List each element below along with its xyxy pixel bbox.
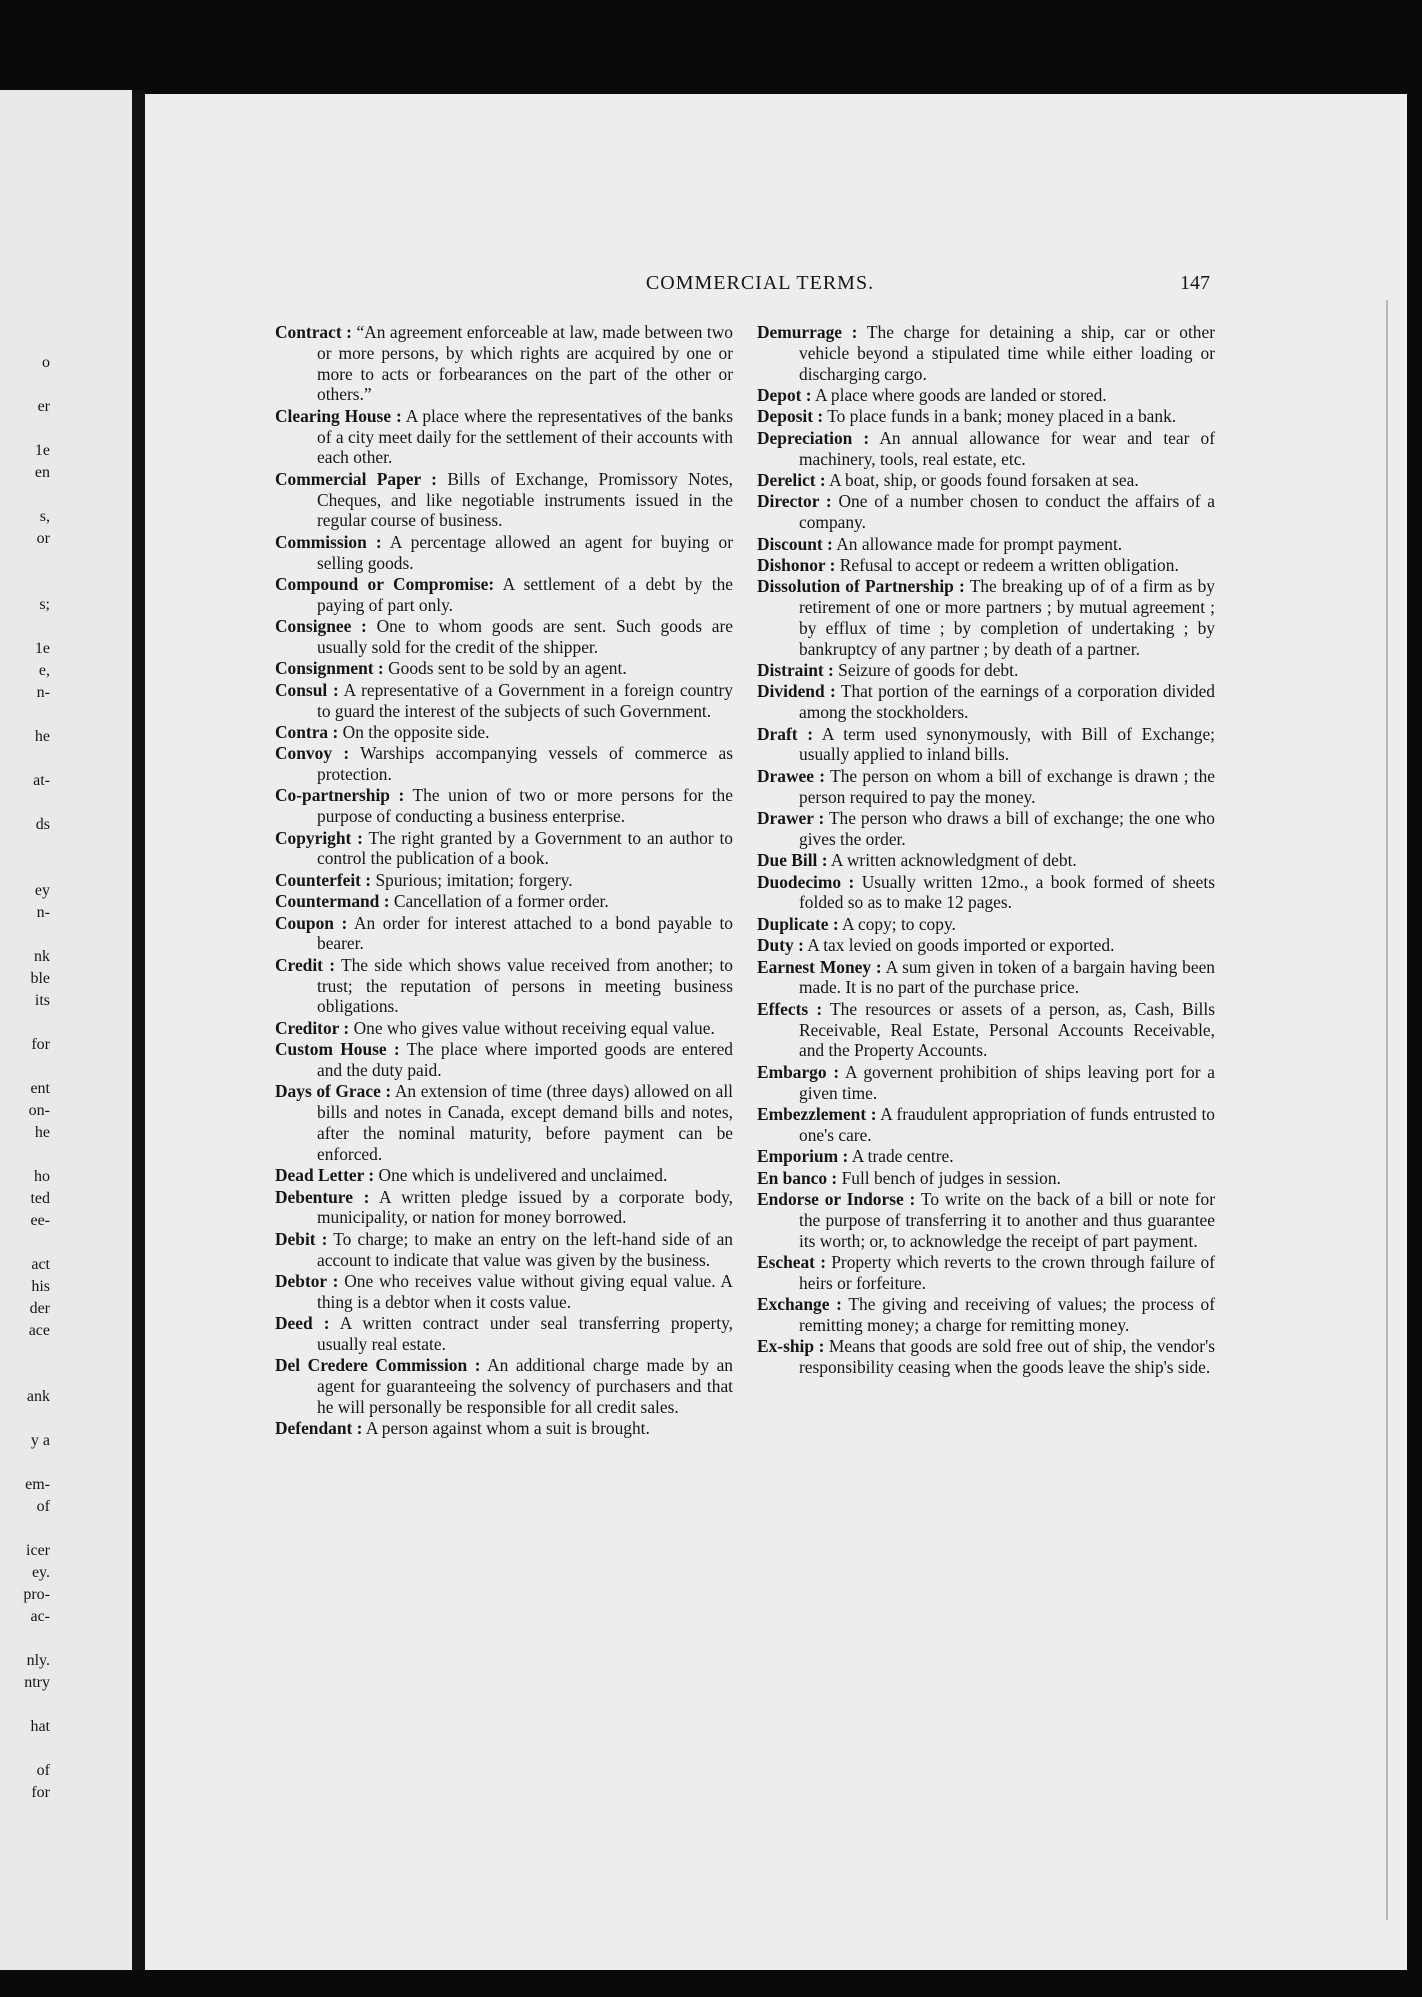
previous-page-text-fragments bbox=[0, 352, 50, 1804]
glossary-entry bbox=[757, 808, 1215, 850]
glossary-definition: The breaking up of of a firm as by retirement of one or more partners ; by mutual agreement ; by efflux of time ; by completion of undertaking ; by bankruptcy of any partner ; by death of a partner. bbox=[799, 576, 1215, 659]
glossary-term: Embezzlement : bbox=[757, 1103, 877, 1124]
glossary-term: En banco : bbox=[757, 1167, 838, 1188]
glossary-entry bbox=[275, 828, 733, 870]
previous-page-fragment: he bbox=[34, 728, 50, 745]
previous-page-fragment bbox=[0, 748, 50, 770]
glossary-term: Debit : bbox=[275, 1228, 328, 1249]
page-edge-shadow bbox=[1386, 300, 1388, 1920]
previous-page-fragment: pro- bbox=[23, 1586, 50, 1603]
glossary-entry bbox=[757, 555, 1215, 576]
previous-page-fragment: of bbox=[36, 1762, 50, 1779]
previous-page-fragment bbox=[0, 1144, 50, 1166]
previous-page-fragment bbox=[0, 1232, 50, 1254]
glossary-entry bbox=[275, 1081, 733, 1164]
glossary-definition: The charge for detaining a ship, car or other vehicle beyond a stipulated time while either loading or discharging cargo. bbox=[799, 322, 1216, 384]
glossary-definition: A written contract under seal transferring property, usually real estate. bbox=[317, 1313, 733, 1354]
previous-page-fragment bbox=[0, 1012, 50, 1034]
glossary-term: Debenture : bbox=[275, 1186, 370, 1207]
previous-page-fragment bbox=[0, 374, 50, 396]
previous-page-fragment: for bbox=[31, 1784, 50, 1801]
previous-page-fragment bbox=[0, 1342, 50, 1364]
glossary-term: Drawer : bbox=[757, 808, 825, 829]
glossary-entry bbox=[275, 891, 733, 912]
glossary-definition: An annual allowance for wear and tear of machinery, tools, real estate, etc. bbox=[799, 427, 1215, 469]
previous-page-fragment: s, bbox=[39, 508, 50, 525]
glossary-entry bbox=[757, 385, 1215, 406]
glossary-term: Compound or Compromise: bbox=[275, 573, 495, 594]
previous-page-fragment: n- bbox=[36, 684, 50, 701]
glossary-entry bbox=[275, 322, 733, 405]
glossary-term: Days of Grace : bbox=[275, 1081, 392, 1102]
glossary-term: Dissolution of Partnership : bbox=[757, 576, 965, 597]
previous-page-fragment bbox=[0, 1738, 50, 1760]
previous-page-fragment: ee- bbox=[30, 1212, 50, 1229]
glossary-term: Coupon : bbox=[275, 912, 348, 933]
glossary-definition: Goods sent to be sold by an agent. bbox=[388, 658, 627, 679]
glossary-term: Emporium : bbox=[757, 1146, 849, 1167]
previous-page-fragment: ank bbox=[26, 1388, 50, 1405]
glossary-definition: Cancellation of a former order. bbox=[393, 891, 609, 912]
glossary-term: Depreciation : bbox=[757, 427, 870, 448]
glossary-definition: The person who draws a bill of exchange; the one who gives the order. bbox=[799, 808, 1215, 849]
glossary-term: Deposit : bbox=[757, 406, 824, 427]
glossary-entry bbox=[275, 743, 733, 785]
previous-page-fragment: ntry bbox=[24, 1674, 50, 1691]
glossary-term: Duty : bbox=[757, 935, 804, 956]
previous-page-fragment: hat bbox=[30, 1718, 50, 1735]
glossary-entry bbox=[757, 406, 1215, 427]
glossary-definition: To charge; to make an entry on the left-hand side of an account to indicate that value was given by the business. bbox=[317, 1228, 733, 1270]
previous-page-fragment: his bbox=[31, 1278, 50, 1295]
previous-page-fragment: ho bbox=[34, 1168, 50, 1185]
glossary-entry bbox=[757, 1104, 1215, 1146]
previous-page-fragment bbox=[0, 1452, 50, 1474]
glossary-entry bbox=[757, 1252, 1215, 1294]
previous-page-fragment bbox=[0, 836, 50, 858]
glossary-term: Convoy : bbox=[275, 743, 350, 764]
glossary-definition: The side which shows value received from another; to trust; the reputation of persons in meeting business obligations. bbox=[317, 954, 733, 1017]
glossary-entry bbox=[757, 681, 1215, 723]
glossary-term: Draft : bbox=[757, 723, 814, 744]
glossary-entry bbox=[275, 1355, 733, 1417]
previous-page-fragment: n- bbox=[36, 904, 50, 921]
book-gutter bbox=[132, 90, 145, 1970]
glossary-term: Endorse or Indorse : bbox=[757, 1188, 916, 1209]
glossary-definition: A representative of a Government in a foreign country to guard the interest of the subjects of such Government. bbox=[317, 679, 733, 721]
glossary-definition: To place funds in a bank; money placed in a bank. bbox=[827, 406, 1177, 427]
glossary-definition: The union of two or more persons for the purpose of conducting a business enterprise. bbox=[317, 785, 733, 827]
glossary-entry bbox=[275, 870, 733, 891]
glossary-entry bbox=[757, 470, 1215, 491]
glossary-definition: A fraudulent appropriation of funds entrusted to one's care. bbox=[799, 1103, 1216, 1145]
glossary-term: Earnest Money : bbox=[757, 956, 882, 977]
previous-page-fragment: em- bbox=[25, 1476, 50, 1493]
previous-page-fragment bbox=[0, 484, 50, 506]
previous-page-fragment: 1e bbox=[34, 442, 50, 459]
previous-page-fragment: ey. bbox=[31, 1564, 50, 1581]
glossary-entry bbox=[757, 1189, 1215, 1251]
glossary-term: Derelict : bbox=[757, 469, 826, 490]
previous-page-fragment: its bbox=[34, 992, 50, 1009]
glossary-term: Consignee : bbox=[275, 616, 367, 637]
glossary-term: Duplicate : bbox=[757, 913, 839, 934]
glossary-entry bbox=[757, 428, 1215, 470]
previous-page-fragment: of bbox=[36, 1498, 50, 1515]
glossary-term: Consignment : bbox=[275, 658, 384, 679]
glossary-term: Ex-ship : bbox=[757, 1336, 825, 1357]
glossary-term: Dead Letter : bbox=[275, 1165, 375, 1186]
previous-page-fragment: er bbox=[37, 398, 50, 415]
glossary-definition: Refusal to accept or redeem a written obligation. bbox=[839, 554, 1179, 575]
glossary-entry bbox=[757, 491, 1215, 533]
glossary-definition: One who receives value without giving equal value. A thing is a debtor when it costs value. bbox=[317, 1270, 733, 1312]
glossary-entry bbox=[275, 469, 733, 531]
glossary-entry bbox=[757, 957, 1215, 999]
previous-page-fragment bbox=[0, 858, 50, 880]
glossary-term: Consul : bbox=[275, 679, 339, 700]
previous-page-edge bbox=[0, 90, 132, 1970]
glossary-entry bbox=[275, 1165, 733, 1186]
glossary-entry bbox=[757, 1146, 1215, 1167]
glossary-term: Defendant : bbox=[275, 1418, 363, 1439]
previous-page-fragment: nk bbox=[34, 948, 50, 965]
glossary-definition: One to whom goods are sent. Such goods are usually sold for the credit of the shipper. bbox=[317, 616, 733, 657]
glossary-entry bbox=[757, 1062, 1215, 1104]
glossary-entry bbox=[275, 1313, 733, 1355]
glossary-definition: One which is undelivered and unclaimed. bbox=[378, 1165, 668, 1186]
glossary-entry bbox=[275, 1418, 733, 1439]
glossary-term: Copyright : bbox=[275, 827, 363, 848]
glossary-entry bbox=[757, 850, 1215, 871]
glossary-term: Clearing House : bbox=[275, 405, 402, 426]
glossary-entry bbox=[757, 999, 1215, 1061]
glossary-definition: An additional charge made by an agent for guaranteeing the solvency of purchasers and that he will personally be responsible for all credit sales. bbox=[317, 1355, 734, 1417]
glossary-term: Counterfeit : bbox=[275, 869, 372, 890]
previous-page-fragment: ds bbox=[35, 816, 50, 833]
glossary-term: Discount : bbox=[757, 533, 833, 554]
glossary-definition: The right granted by a Government to an author to control the publication of a book. bbox=[317, 827, 733, 869]
previous-page-fragment bbox=[0, 1408, 50, 1430]
glossary-definition: An allowance made for prompt payment. bbox=[836, 533, 1123, 554]
glossary-definition: Property which reverts to the crown through failure of heirs or forfeiture. bbox=[799, 1251, 1215, 1293]
previous-page-fragment: act bbox=[31, 1256, 50, 1273]
glossary-term: Effects : bbox=[757, 998, 823, 1019]
glossary-entry bbox=[757, 576, 1215, 659]
previous-page-fragment: o bbox=[42, 354, 50, 371]
glossary-term: Distraint : bbox=[757, 660, 834, 681]
glossary-definition: The place where imported goods are entered and the duty paid. bbox=[317, 1039, 733, 1080]
glossary-term: Embargo : bbox=[757, 1061, 840, 1082]
glossary-definition: On the opposite side. bbox=[342, 721, 490, 742]
glossary-entry bbox=[275, 955, 733, 1017]
glossary-entry bbox=[757, 534, 1215, 555]
glossary-entry bbox=[757, 1336, 1215, 1378]
glossary-definition: A boat, ship, or goods found forsaken at sea. bbox=[829, 469, 1139, 490]
glossary-definition: A written acknowledgment of debt. bbox=[830, 850, 1077, 871]
previous-page-fragment: ace bbox=[28, 1322, 50, 1339]
glossary-entry bbox=[757, 724, 1215, 766]
glossary-definition: “An agreement enforceable at law, made between two or more persons, by which rights are acquired by one or more to acts or forbearances on the part of the other or others.” bbox=[317, 322, 734, 405]
glossary-definition: Means that goods are sold free out of ship, the vendor's responsibility ceasing when the goods leave the ship's side. bbox=[799, 1336, 1215, 1378]
glossary-entry bbox=[275, 1039, 733, 1081]
glossary-definition: The person on whom a bill of exchange is drawn ; the person required to pay the money. bbox=[799, 765, 1215, 807]
page-number: 147 bbox=[1180, 272, 1210, 294]
previous-page-fragment: or bbox=[36, 530, 50, 547]
previous-page-fragment: ent bbox=[30, 1080, 50, 1097]
left-column bbox=[275, 322, 733, 1440]
glossary-definition: A governent prohibition of ships leaving port for a given time. bbox=[799, 1061, 1216, 1103]
glossary-entry bbox=[275, 1018, 733, 1039]
previous-page-fragment bbox=[0, 924, 50, 946]
glossary-term: Dividend : bbox=[757, 681, 836, 702]
glossary-entry bbox=[275, 532, 733, 574]
glossary-entry bbox=[275, 1187, 733, 1229]
right-column bbox=[757, 322, 1215, 1378]
previous-page-fragment bbox=[0, 1694, 50, 1716]
previous-page-fragment: 1e bbox=[34, 640, 50, 657]
glossary-definition: A settlement of a debt by the paying of part only. bbox=[317, 573, 733, 615]
previous-page-fragment: for bbox=[31, 1036, 50, 1053]
glossary-entry bbox=[275, 722, 733, 743]
glossary-definition: A copy; to copy. bbox=[842, 913, 956, 934]
glossary-term: Credit : bbox=[275, 954, 336, 975]
glossary-definition: An extension of time (three days) allowed on all bills and notes in Canada, except demand bills and notes, after the nominal maturity, before payment can be enforced. bbox=[317, 1081, 734, 1164]
glossary-term: Commission : bbox=[275, 531, 382, 552]
glossary-term: Creditor : bbox=[275, 1017, 350, 1038]
glossary-entry bbox=[275, 406, 733, 468]
glossary-term: Depot : bbox=[757, 384, 812, 405]
glossary-entry bbox=[275, 1229, 733, 1271]
glossary-entry bbox=[275, 1271, 733, 1313]
previous-page-fragment bbox=[0, 572, 50, 594]
glossary-term: Debtor : bbox=[275, 1270, 339, 1291]
glossary-entry bbox=[275, 574, 733, 616]
glossary-definition: A person against whom a suit is brought. bbox=[365, 1418, 650, 1439]
previous-page-fragment: icer bbox=[26, 1542, 50, 1559]
previous-page-fragment bbox=[0, 1364, 50, 1386]
previous-page-fragment: ted bbox=[30, 1190, 50, 1207]
previous-page-fragment bbox=[0, 550, 50, 572]
previous-page-fragment bbox=[0, 1518, 50, 1540]
glossary-term: Contra : bbox=[275, 721, 339, 742]
glossary-term: Director : bbox=[757, 491, 832, 512]
previous-page-fragment bbox=[0, 792, 50, 814]
glossary-term: Due Bill : bbox=[757, 850, 828, 871]
glossary-term: Co-partnership : bbox=[275, 785, 405, 806]
previous-page-fragment bbox=[0, 616, 50, 638]
glossary-definition: Usually written 12mo., a book formed of sheets folded so as to make 12 pages. bbox=[799, 871, 1215, 913]
running-head: COMMERCIAL TERMS. bbox=[645, 272, 875, 294]
glossary-definition: A tax levied on goods imported or exported. bbox=[807, 935, 1115, 956]
glossary-definition: One of a number chosen to conduct the affairs of a company. bbox=[799, 491, 1215, 533]
previous-page-fragment bbox=[0, 418, 50, 440]
previous-page-fragment: ey bbox=[34, 882, 50, 899]
glossary-term: Deed : bbox=[275, 1313, 330, 1334]
glossary-definition: A percentage allowed an agent for buying or selling goods. bbox=[317, 531, 733, 573]
glossary-entry bbox=[757, 766, 1215, 808]
glossary-definition: To write on the back of a bill or note for the purpose of transferring it to another and thus guarantee its worth; or, to acknowledge the receipt of part payment. bbox=[799, 1188, 1215, 1251]
glossary-definition: A term used synonymously, with Bill of Exchange; usually applied to inland bills. bbox=[799, 723, 1216, 765]
glossary-definition: A place where goods are landed or stored. bbox=[814, 384, 1107, 405]
previous-page-fragment: he bbox=[34, 1124, 50, 1141]
glossary-term: Contract : bbox=[275, 322, 352, 342]
previous-page-fragment: nly. bbox=[26, 1652, 50, 1669]
glossary-term: Custom House : bbox=[275, 1039, 400, 1060]
glossary-definition: The resources or assets of a person, as, Cash, Bills Receivable, Real Estate, Personal Accounts Receivable, and the Property Accounts. bbox=[799, 998, 1215, 1061]
glossary-term: Dishonor : bbox=[757, 554, 836, 575]
glossary-entry bbox=[275, 658, 733, 679]
previous-page-fragment: en bbox=[34, 464, 50, 481]
previous-page-fragment: ac- bbox=[30, 1608, 50, 1625]
previous-page-fragment: ble bbox=[30, 970, 50, 987]
previous-page-fragment: der bbox=[29, 1300, 50, 1317]
glossary-entry bbox=[275, 616, 733, 658]
glossary-term: Exchange : bbox=[757, 1294, 842, 1315]
glossary-definition: Bills of Exchange, Promissory Notes, Cheques, and like negotiable instruments issued in the regular course of business. bbox=[317, 468, 733, 531]
glossary-definition: A place where the representatives of the banks of a city meet daily for the settlement of their accounts with each other. bbox=[317, 405, 734, 468]
glossary-definition: A sum given in token of a bargain having been made. It is no part of the purchase price. bbox=[799, 956, 1216, 998]
glossary-entry bbox=[275, 913, 733, 955]
glossary-entry bbox=[275, 680, 733, 722]
previous-page-fragment bbox=[0, 704, 50, 726]
glossary-definition: A written pledge issued by a corporate body, municipality, or nation for money borrowed. bbox=[317, 1186, 733, 1228]
glossary-entry bbox=[757, 1294, 1215, 1336]
previous-page-fragment: s; bbox=[39, 596, 50, 613]
glossary-definition: Full bench of judges in session. bbox=[841, 1167, 1061, 1188]
glossary-entry bbox=[757, 935, 1215, 956]
glossary-definition: The giving and receiving of values; the process of remitting money; a charge for remitting money. bbox=[799, 1294, 1216, 1335]
glossary-definition: A trade centre. bbox=[851, 1146, 954, 1167]
glossary-entry bbox=[757, 914, 1215, 935]
glossary-term: Commercial Paper : bbox=[275, 468, 437, 489]
glossary-definition: Spurious; imitation; forgery. bbox=[375, 869, 573, 890]
glossary-term: Duodecimo : bbox=[757, 871, 855, 892]
glossary-term: Escheat : bbox=[757, 1251, 826, 1272]
previous-page-fragment: on- bbox=[28, 1102, 50, 1119]
glossary-definition: An order for interest attached to a bond payable to bearer. bbox=[317, 912, 733, 954]
glossary-entry bbox=[275, 785, 733, 827]
glossary-term: Drawee : bbox=[757, 765, 826, 786]
glossary-entry bbox=[757, 1168, 1215, 1189]
previous-page-fragment: e, bbox=[38, 662, 50, 679]
glossary-definition: Seizure of goods for debt. bbox=[838, 660, 1019, 681]
glossary-term: Demurrage : bbox=[757, 322, 858, 342]
glossary-term: Countermand : bbox=[275, 891, 390, 912]
previous-page-fragment bbox=[0, 1628, 50, 1650]
previous-page-fragment bbox=[0, 1056, 50, 1078]
glossary-definition: One who gives value without receiving equal value. bbox=[353, 1017, 715, 1038]
glossary-term: Del Credere Commission : bbox=[275, 1355, 481, 1376]
previous-page-fragment: y a bbox=[30, 1432, 50, 1449]
glossary-entry bbox=[757, 872, 1215, 914]
glossary-entry bbox=[757, 322, 1215, 384]
glossary-entry bbox=[757, 660, 1215, 681]
glossary-definition: Warships accompanying vessels of commerce as protection. bbox=[317, 743, 733, 785]
previous-page-fragment: at- bbox=[33, 772, 50, 789]
glossary-definition: That portion of the earnings of a corporation divided among the stockholders. bbox=[799, 681, 1215, 723]
